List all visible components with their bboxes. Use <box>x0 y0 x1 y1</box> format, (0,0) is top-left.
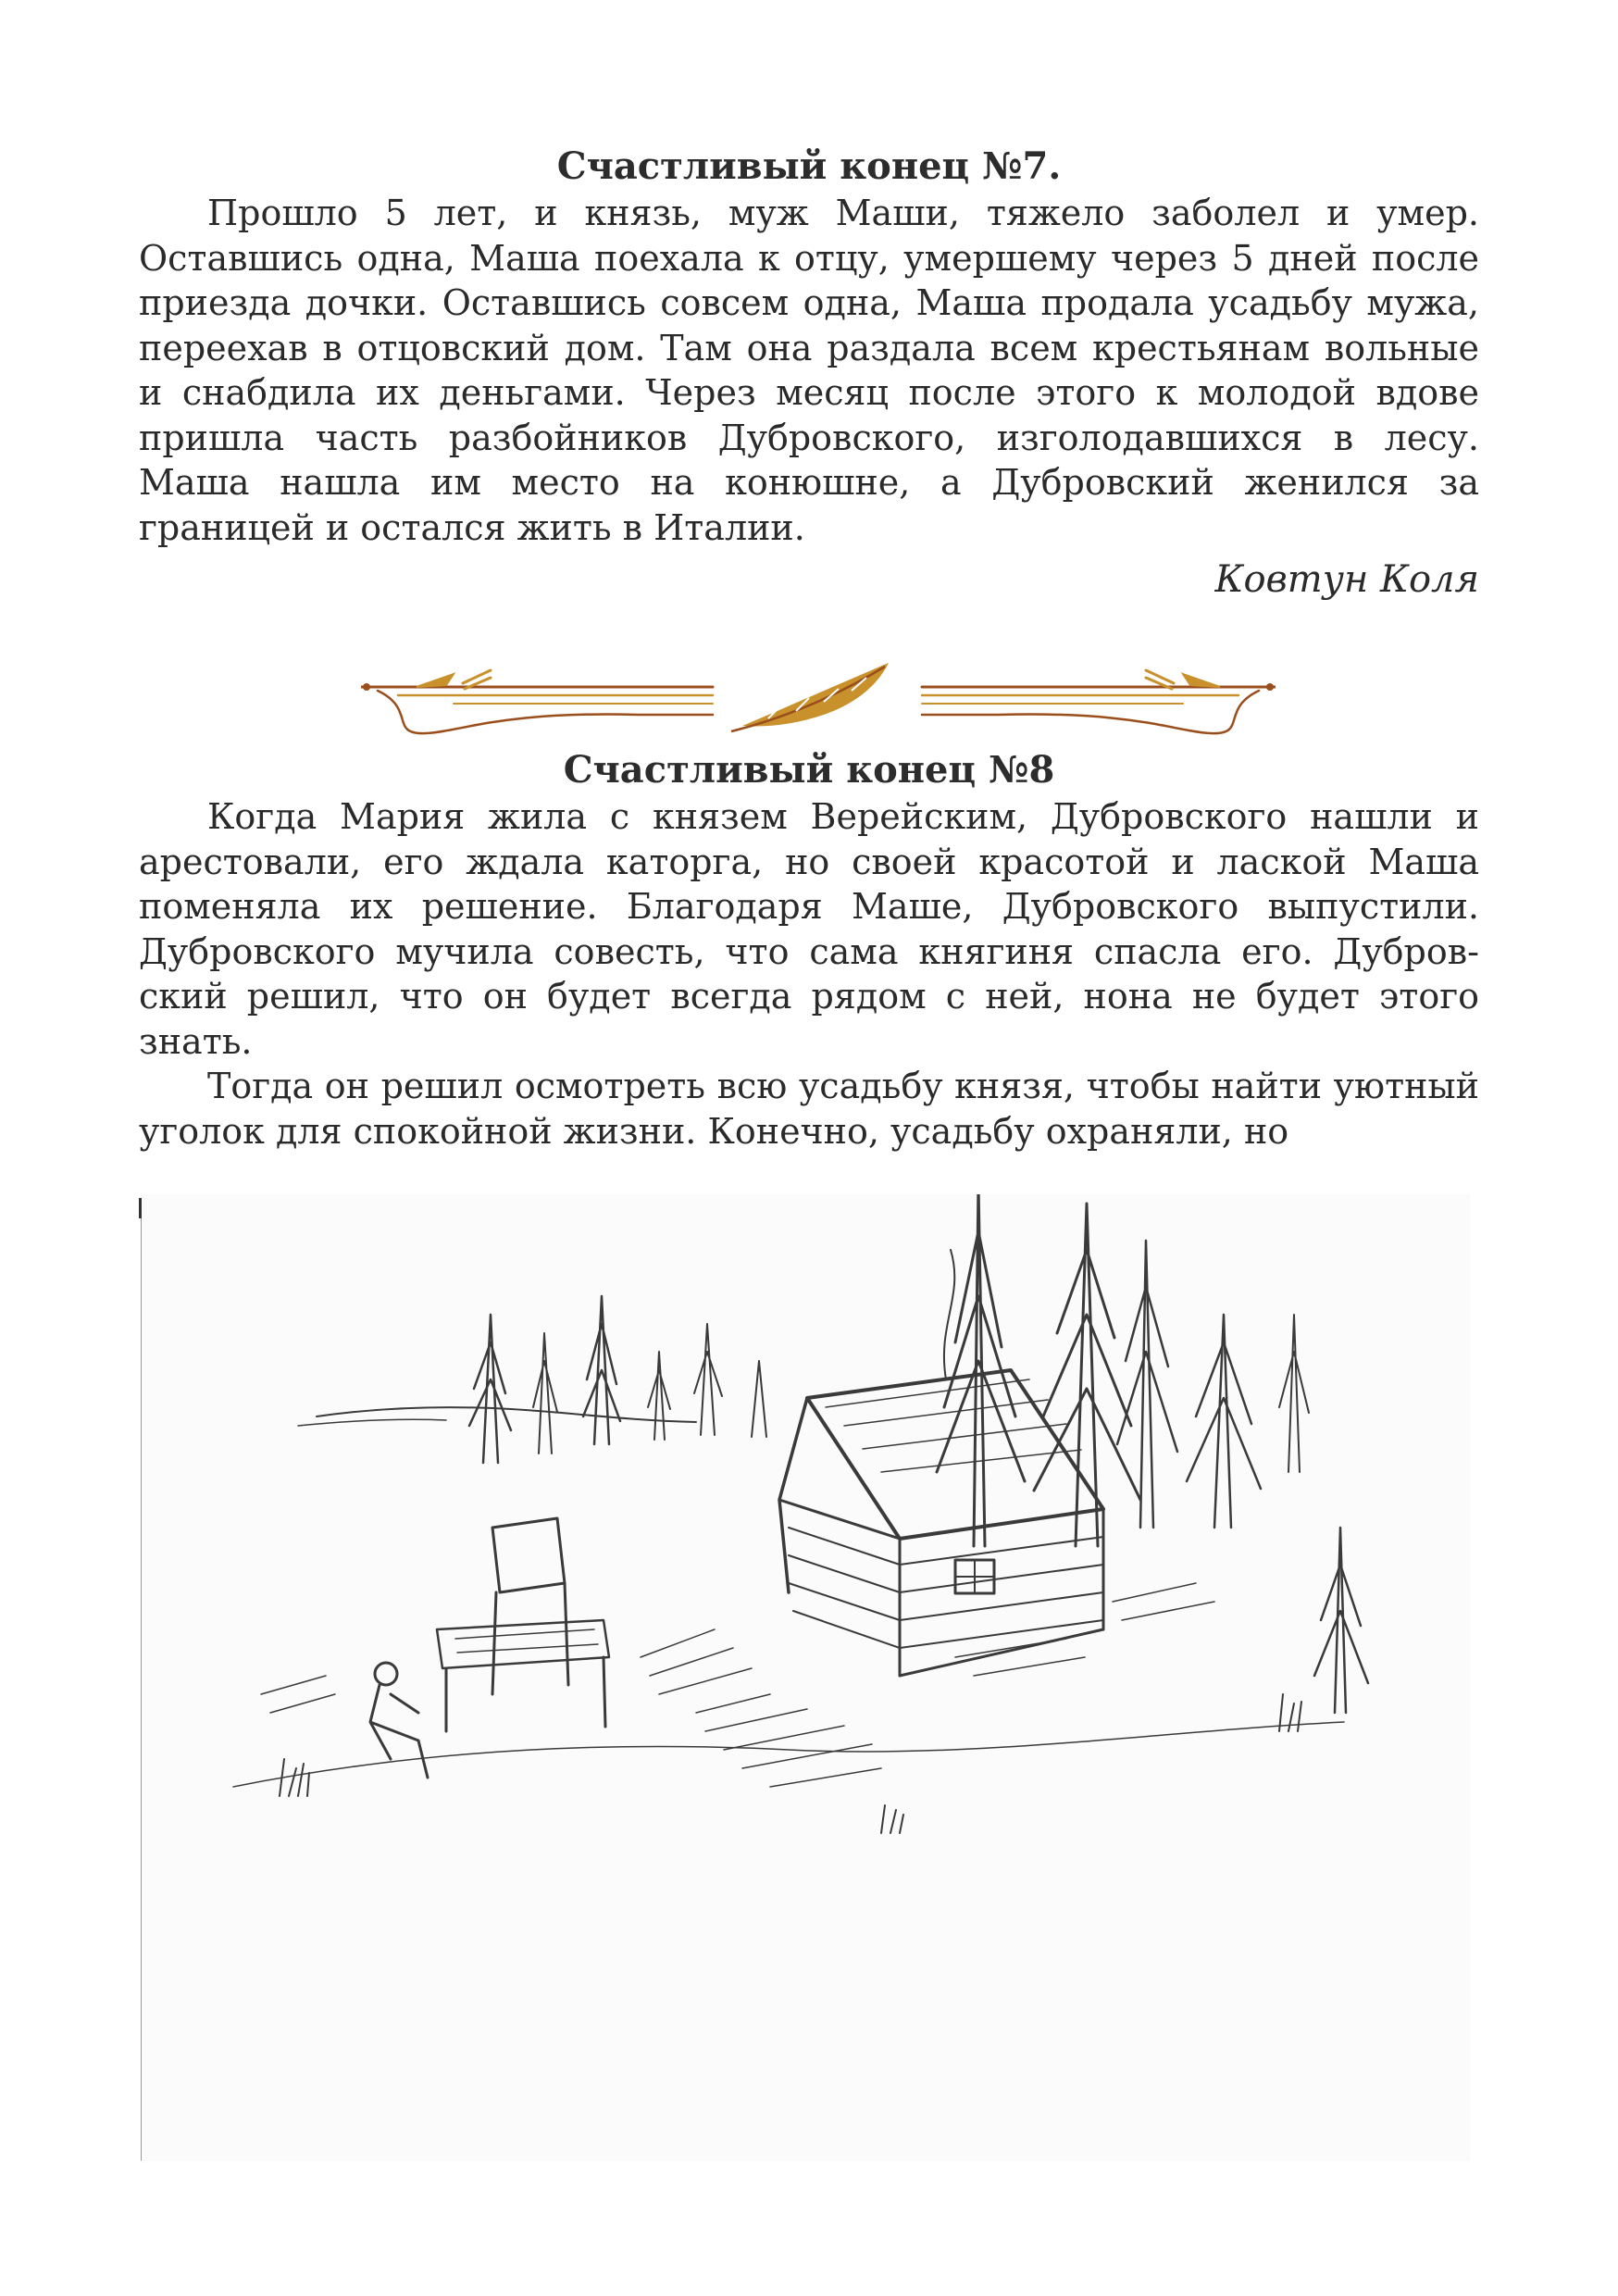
story-8-paragraph-2: Тогда он решил осмотреть всю усадьбу князя, чтобы найти уютный уголок для спокойной жизни. Конечно, усадьбу охраняли, но <box>139 1066 1479 1152</box>
story-8-title: Счастливый конец №8 <box>563 748 1055 792</box>
story-7 <box>139 143 1479 605</box>
quill-divider-ornament <box>361 654 1276 746</box>
story-8 <box>139 746 1479 1154</box>
story-7-author: Ковтун Коля <box>1214 558 1479 601</box>
story-7-title: Счастливый конец №7. <box>556 144 1062 188</box>
sketch-drawing <box>141 1194 1470 2161</box>
pencil-sketch-illustration <box>141 1194 1470 2161</box>
story-7-paragraph: Прошло 5 лет, и князь, муж Маши, тяжело заболел и умер. Оставшись одна, Маша поехала к отцу, умершему через 5 дней после приезда дочки. Оставшись совсем одна, Маша продала усадьбу мужа, переехав в отцовский дом. Там она раздала всем крестьянам вольные и снабдила их деньгами. Через месяц после этого к молодой вдове пришла часть разбойников Дубровского, изголодавшихся в лесу. Маша нашла им место на конюшне, а Дубровский женился за границей и остался жить в Италии. <box>139 193 1479 548</box>
sketch-left-edge <box>141 1198 142 2161</box>
sketch-corner-mark <box>139 1198 142 1218</box>
story-8-paragraph-1: Когда Мария жила с князем Верейским, Дубровского нашли и арестовали, его ждала каторга, но своей красотой и лаской Маша поменяла их решение. Благодаря Маше, Дубровского выпустили. Дубровского мучила совесть, что сама княгиня спасла его. Дубровский решил, что он будет всегда рядом с ней, нона не будет этого знать. <box>139 796 1479 1062</box>
